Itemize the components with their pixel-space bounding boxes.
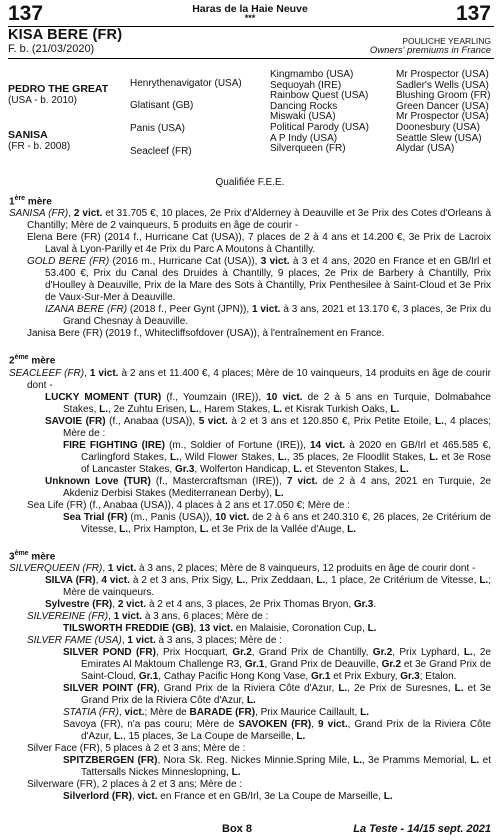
catalogue-body <box>9 193 491 803</box>
section-heading-third-dam: 3ème mère <box>9 549 56 562</box>
pedigree-gen2: Panis (USA) <box>130 123 186 134</box>
record-entry: SILVERQUEEN (FR), 1 vict. à 3 ans, 2 places; Mère de 8 vainqueurs, 12 produits en âge de courir dont - <box>9 562 476 574</box>
pedigree-gen2: Seacleef (FR) <box>130 146 192 157</box>
sale-event: La Teste - 14/15 sept. 2021 <box>353 823 491 835</box>
record-entry: Sylvestre (FR), 2 vict. à 2 et 4 ans, 3 places, 2e Prix Thomas Bryon, Gr.3. <box>45 598 377 610</box>
sire-info: (USA - b. 2010) <box>8 95 77 106</box>
third-dam-entries <box>9 563 491 803</box>
record-entry: SEACLEEF (FR), 1 vict. à 2 ans et 11.400 €, 4 places; Mère de 10 vainqueurs, 14 produits en âge de courir dont - <box>9 367 491 391</box>
pedigree-gen3-item: Political Parody (USA) <box>270 121 369 133</box>
record-entry: FIRE FIGHTING (IRE) (m., Soldier of Fortune (IRE)), 14 vict. à 2020 en GB/Irl et 465.585 €, Carlingford Stakes, L., Wild Flower Stakes, L., 35 places, 2e Floodlit Stakes, L. et 3e Rose of Lancaster Stakes, Gr.3, Wolferton Handicap, L. et Steventon Stakes, L. <box>63 439 491 475</box>
pedigree-gen4-item: Mr Prospector (USA) <box>396 69 489 80</box>
sire-name: PEDRO THE GREAT <box>8 83 109 95</box>
record-entry: Silverware (FR), 2 places à 2 et 3 ans; Mère de : <box>27 778 243 790</box>
pedigree-gen2: Henrythenavigator (USA) <box>130 78 242 89</box>
consignor-name: Haras de la Haie Neuve <box>192 3 308 15</box>
pedigree-gen3-item: A P Indy (USA) <box>270 132 338 144</box>
first-dam-entries <box>9 208 491 340</box>
record-entry: SANISA (FR), 2 vict. et 31.705 €, 10 places, 2e Prix d'Alderney à Deauville et 3e Prix des Cotes d'Orleans à Chantilly; Mère de 2 vainqueurs, 5 produits en âge de courir - <box>9 208 492 232</box>
premiums-note: Owners' premiums in France <box>369 45 491 56</box>
pedigree-gen3-item: Kingmambo (USA) <box>270 69 354 80</box>
horse-category: POULICHE YEARLING <box>402 36 491 46</box>
record-entry: Elena Bere (FR) (2014 f., Hurricane Cat (USA)), 7 places de 2 à 4 ans et 14.200 €, 3e Prix de Lacroix Laval à Lyon-Parilly et 4e Prix du Parc A Moutons à Chantilly. <box>27 232 491 256</box>
pedigree-gen3-item: Silverqueen (FR) <box>270 143 346 155</box>
horse-name: KISA BERE (FR) <box>8 27 123 43</box>
record-entry: Silverlord (FR), vict. en France et en GB/Irl, 3e La Coupe de Marseille, L. <box>63 790 393 802</box>
lot-number-right: 137 <box>455 2 491 25</box>
pedigree-gen2: Glatisant (GB) <box>130 100 194 111</box>
record-entry: Sea Trial (FR) (m., Panis (USA)), 10 vict. de 2 à 6 ans et 240.310 €, 26 places, 2e Critérium de Vitesse, L., Prix Hampton, L. et 3e Prix de la Vallée d'Auge, L. <box>63 511 491 535</box>
second-dam-entries <box>9 368 491 536</box>
horse-details: F. b. (21/03/2020) <box>8 43 95 55</box>
lot-number-left: 137 <box>8 2 44 25</box>
pedigree-gen3-item: Miswaki (USA) <box>270 111 336 123</box>
record-entry: Unknown Love (TUR) (f., Mastercraftsman (IRE)), 7 vict. de 2 à 4 ans, 2021 en Turquie, 2e Akdeniz Derbisi Stakes (Mediterranean Derby), L. <box>45 475 491 499</box>
record-entry: SPITZBERGEN (FR), Nora Sk. Reg. Nickes Minnie.Spring Mile, L., 3e Pramms Memorial, L. et Tattersalls Nickes Minneslopning, L. <box>63 754 491 778</box>
record-entry: Savoya (FR), n'a pas couru; Mère de SAVOKEN (FR), 9 vict., Grand Prix de la Riviera Côte d'Azur, L., 15 places, 3e La Coupe de Marseille, L. <box>63 718 491 742</box>
record-entry: SAVOIE (FR) (f., Anabaa (USA)), 5 vict. à 2 et 3 ans et 120.850 €, Prix Petite Etoile, L., 4 places; Mère de : <box>45 415 491 439</box>
qualification-note: Qualifiée F.E.E. <box>215 177 285 188</box>
pedigree-gen4-item: Mr Prospector (USA) <box>396 111 489 123</box>
record-entry: SILVEREINE (FR), 1 vict. à 3 ans, 6 places; Mère de : <box>27 610 269 622</box>
pedigree-gen4-item: Doonesbury (USA) <box>396 121 480 133</box>
section-heading-first-dam: 1ère mère <box>9 195 52 208</box>
record-entry: IZANA BERE (FR) (2018 f., Peer Gynt (JPN)), 1 vict. à 3 ans, 2021 et 13.170 €, 3 places, 3e Prix du Grand Chesnay à Deauville. <box>45 304 492 328</box>
dam-name: SANISA <box>8 129 48 141</box>
record-entry: SILVER POINT (FR), Grand Prix de la Riviera Côte d'Azur, L., 2e Prix de Suresnes, L. et 3e Grand Prix de la Riviera Côte d'Azur, L. <box>63 682 491 706</box>
record-entry: LUCKY MOMENT (TUR) (f., Youmzain (IRE)), 10 vict. de 2 à 5 ans en Turquie, Dolmabahce Stakes, L., 2e Zuhtu Erisen, L., Harem Stakes, L. et Kisrak Turkish Oaks, L. <box>45 391 491 415</box>
dam-info: (FR - b. 2008) <box>8 141 71 152</box>
section-heading-second-dam: 2ème mère <box>9 354 56 367</box>
pedigree-gen3-item: Dancing Rocks <box>270 100 338 112</box>
rating-stars: *** <box>244 13 256 23</box>
header-rule-bottom <box>8 58 494 59</box>
record-entry: TILSWORTH FREDDIE (GB), 13 vict. en Malaisie, Coronation Cup, L. <box>63 622 377 634</box>
box-number: Box 8 <box>222 823 252 835</box>
record-entry: SILVER POND (FR), Prix Hocquart, Gr.2, Grand Prix de Chantilly, Gr.2, Prix Lyphard, L., 2e Emirates Al Maktoum Challenge R3, Gr.1, Grand Prix de Deauville, Gr.2 et 3e Grand Prix de Saint-Cloud, Gr.1, Cathay Pacific Hong Kong Vase, Gr.1 et Prix Exbury, Gr.3; Etalon. <box>63 646 492 682</box>
pedigree-gen4-item: Sadler's Wells (USA) <box>396 79 489 91</box>
record-entry: Silver Face (FR), 5 places à 2 et 3 ans; Mère de : <box>27 742 246 754</box>
pedigree-gen4 <box>396 70 490 155</box>
pedigree-gen3-item: Sequoyah (IRE) <box>270 79 342 91</box>
pedigree-gen3-item: Rainbow Quest (USA) <box>270 90 369 102</box>
pedigree-gen4-item: Alydar (USA) <box>396 143 455 155</box>
pedigree-gen4-item: Seattle Slew (USA) <box>396 132 482 144</box>
pedigree-gen4-item: Green Dancer (USA) <box>396 100 489 112</box>
record-entry: STATIA (FR), vict.; Mère de BARADE (FR), Prix Maurice Caillault, L. <box>63 706 369 718</box>
record-entry: Sea Life (FR) (f., Anabaa (USA)), 4 places à 2 ans et 17.050 €; Mère de : <box>27 499 350 511</box>
record-entry: SILVER FAME (USA), 1 vict. à 3 ans, 3 places; Mère de : <box>27 634 282 646</box>
record-entry: SILVA (FR), 4 vict. à 2 et 3 ans, Prix Sigy, L., Prix Zeddaan, L., 1 place, 2e Critérium de Vitesse, L.; Mère de vainqueurs. <box>45 574 491 598</box>
record-entry: GOLD BERE (FR) (2016 m., Hurricane Cat (USA)), 3 vict. à 3 et 4 ans, 2020 en France et en GB/Irl et 53.400 €, Prix du Canal des Druides à Chantilly, 9 places, 2e Prix de Barbery à Chantilly, Prix d'Houlley à Deauville, Prix de la Mare des Sots à Chantilly, Prix Penthesilee à Saint-Cloud et 3e Prix de Vaux-Sur-Mer à Deauville. <box>27 256 491 304</box>
pedigree-gen4-item: Blushing Groom (FR) <box>396 90 491 102</box>
record-entry: Janisa Bere (FR) (2019 f., Whitecliffsofdover (USA)), à l'entraînement en France. <box>27 328 385 340</box>
pedigree-gen3 <box>270 70 369 155</box>
